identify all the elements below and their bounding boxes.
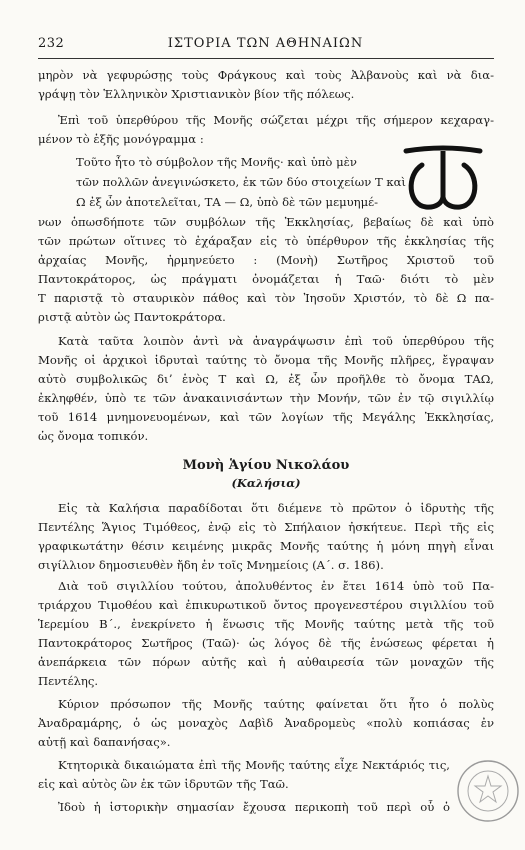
text-line: γράψῃ τὸν Ἑλληνικὸν Χριστιανικὸν βίον τῆς πόλεως. xyxy=(38,87,355,101)
text-line: Διὰ τοῦ σιγιλλίου τούτου, ἀπολυθέντος ἐν ἔτει 1614 ὑπὸ τοῦ Πα- xyxy=(58,579,494,593)
text-line: Ω ἐξ ὧν ἀποτελεῖται, ΤΑ — Ω, ὑπὸ δὲ τῶν μεμυημέ- xyxy=(76,195,379,209)
text-line: μένον τὸ ἑξῆς μονόγραμμα : xyxy=(38,132,204,146)
text-line: τῶν πρώτων οἵτινες τὸ ἐχάραξαν εἰς τὸ ὑπέρθυρον τῆς ἐκκλησίας τῆς xyxy=(38,234,494,248)
text-line: Πεντέλης Ἅγιος Τιμόθεος, ἐνῷ εἰς τὸ Σπήλαιον ἠσκήτευε. Περὶ τῆς εἰς xyxy=(38,520,494,534)
text-line: Πεντέλης. xyxy=(38,674,99,688)
text-line: Τοῦτο ἦτο τὸ σύμβολον τῆς Μονῆς· καὶ ὑπὸ μὲν xyxy=(76,155,357,169)
text-line: ἀνεπάρκεια τῶν πόρων αὐτῆς καὶ ἡ αὐθαιρεσία τῶν μοναχῶν τῆς xyxy=(38,655,494,669)
text-line: ὡς ὄνομα τοπικόν. xyxy=(38,429,149,443)
text-line: ἐκληφθέν, ὑπὸ τε τῶν ἀνακαινισάντων τὴν Μονήν, τῶν ἐν τῷ σιγιλλίῳ xyxy=(38,391,494,405)
text-line: Ἀναδραμάρης, ὁ ὡς μοναχὸς Δαβὶδ Ἀναδρομεὺς «πολὺ κοπιάσας ἐν xyxy=(38,716,494,730)
text-line: Κτητορικὰ δικαιώματα ἐπὶ τῆς Μονῆς ταύτης εἶχε Νεκτάριός τις, xyxy=(58,758,450,772)
text-line: ἀρχαίας Μονῆς, ἡρμηνεύετο : (Μονὴ) Σωτῆρος Χριστοῦ τοῦ xyxy=(38,253,494,267)
text-line: Κύριον πρόσωπον τῆς Μονῆς ταύτης φαίνεται ὅτι ἦτο ὁ πολὺς xyxy=(58,697,494,711)
text-line: Ἐπὶ τοῦ ὑπερθύρου τῆς Μονῆς σώζεται μέχρι τῆς σήμερον κεχαραγ- xyxy=(58,113,494,127)
text-line: αὐτὸ συμβολικῶς διʼ ἑνὸς Τ καὶ Ω, ἐξ ὧν προῆλθε τὸ ὄνομα ΤΑΩ, xyxy=(38,372,494,386)
text-line: εἰς καὶ αὐτὸς ὢν ἐκ τῶν ἱδρυτῶν τῆς Ταῶ. xyxy=(38,777,289,791)
text-line: Παντοκράτορος, ὡς πράγματι ὀνομάζεται ἡ Ταῶ· διότι τὸ μὲν xyxy=(38,272,494,286)
text-line: Κατὰ ταῦτα λοιπὸν ἀντὶ νὰ ἀναγράψωσιν ἐπὶ τοῦ ὑπερθύρου τῆς xyxy=(58,334,494,348)
section-title: Μονὴ Ἁγίου Νικολάου xyxy=(182,458,350,473)
monogram-tau-omega xyxy=(400,145,486,215)
section-subtitle: (Καλήσια) xyxy=(231,476,301,490)
text-line: τοῦ 1614 μνημονευομένων, καὶ τῶν λογίων τῆς Μεγάλης Ἐκκλησίας, xyxy=(38,410,494,424)
running-title: ΙΣΤΟΡΙΑ ΤΩΝ ΑΘΗΝΑΙΩΝ xyxy=(167,36,364,51)
text-line: Τ παριστᾷ τὸ σταυρικὸν πάθος καὶ τὸν Ἰησοῦν Χριστόν, τὸ δὲ Ω πα- xyxy=(38,291,494,305)
page-number: 232 xyxy=(38,36,65,51)
header-rule xyxy=(38,58,494,59)
text-line: Ἰδοὺ ἡ ἱστορικὴν σημασίαν ἔχουσα περικοπὴ τοῦ περὶ οὗ ὁ xyxy=(58,800,450,814)
text-line: γραφικωτάτην θέσιν κειμένης μικρᾶς Μονῆς ταύτης ἡ μόνη πηγὴ εἶναι xyxy=(38,539,494,553)
library-stamp-seal xyxy=(455,758,521,824)
text-line: σιγίλλιον δημοσιευθὲν ἤδη ἐν τοῖς Μνημείοις (Α΄. σ. 186). xyxy=(38,558,384,572)
text-line: Εἰς τὰ Καλήσια παραδίδοται ὅτι διέμενε τὸ πρῶτον ὁ ἱδρυτὴς τῆς xyxy=(58,501,494,515)
text-line: ριστᾷ αὐτὸν ὡς Παντοκράτορα. xyxy=(38,310,226,324)
text-line: τῶν πολλῶν ἀνεγινώσκετο, ἐκ τῶν δύο στοιχείων Τ καὶ xyxy=(76,175,406,189)
text-line: Μονῆς οἱ ἀρχικοὶ ἱδρυταὶ ταύτης τὸ ὄνομα τῆς Μονῆς πλῆρες, ἔγραψαν xyxy=(38,353,494,367)
page-header xyxy=(38,36,493,54)
text-line: Ἱερεμίου Β΄., ἐνεκρίνετο ἡ ἕνωσις τῆς Μονῆς ταύτης μετὰ τῆς τοῦ xyxy=(38,617,494,631)
text-line: Παντοκράτορος Σωτῆρος (Ταῶ)· ὡς λόγος δὲ τῆς ἑνώσεως φέρεται ἡ xyxy=(38,636,494,650)
text-line: τριάρχου Τιμοθέου καὶ ἐπικυρωτικοῦ ὄντος προγενεστέρου σιγιλλίου τοῦ xyxy=(38,598,494,612)
text-line: νων ὁπωσδήποτε τῶν συμβόλων τῆς Ἐκκλησίας, βεβαίως δὲ καὶ ὑπὸ xyxy=(38,215,494,229)
text-line: αὐτῇ καὶ δαπανήσας». xyxy=(38,735,171,749)
text-line: μηρὸν νὰ γεφυρώσῃς τοὺς Φράγκους καὶ τοὺς Ἀλβανοὺς καὶ νὰ δια- xyxy=(38,68,494,82)
